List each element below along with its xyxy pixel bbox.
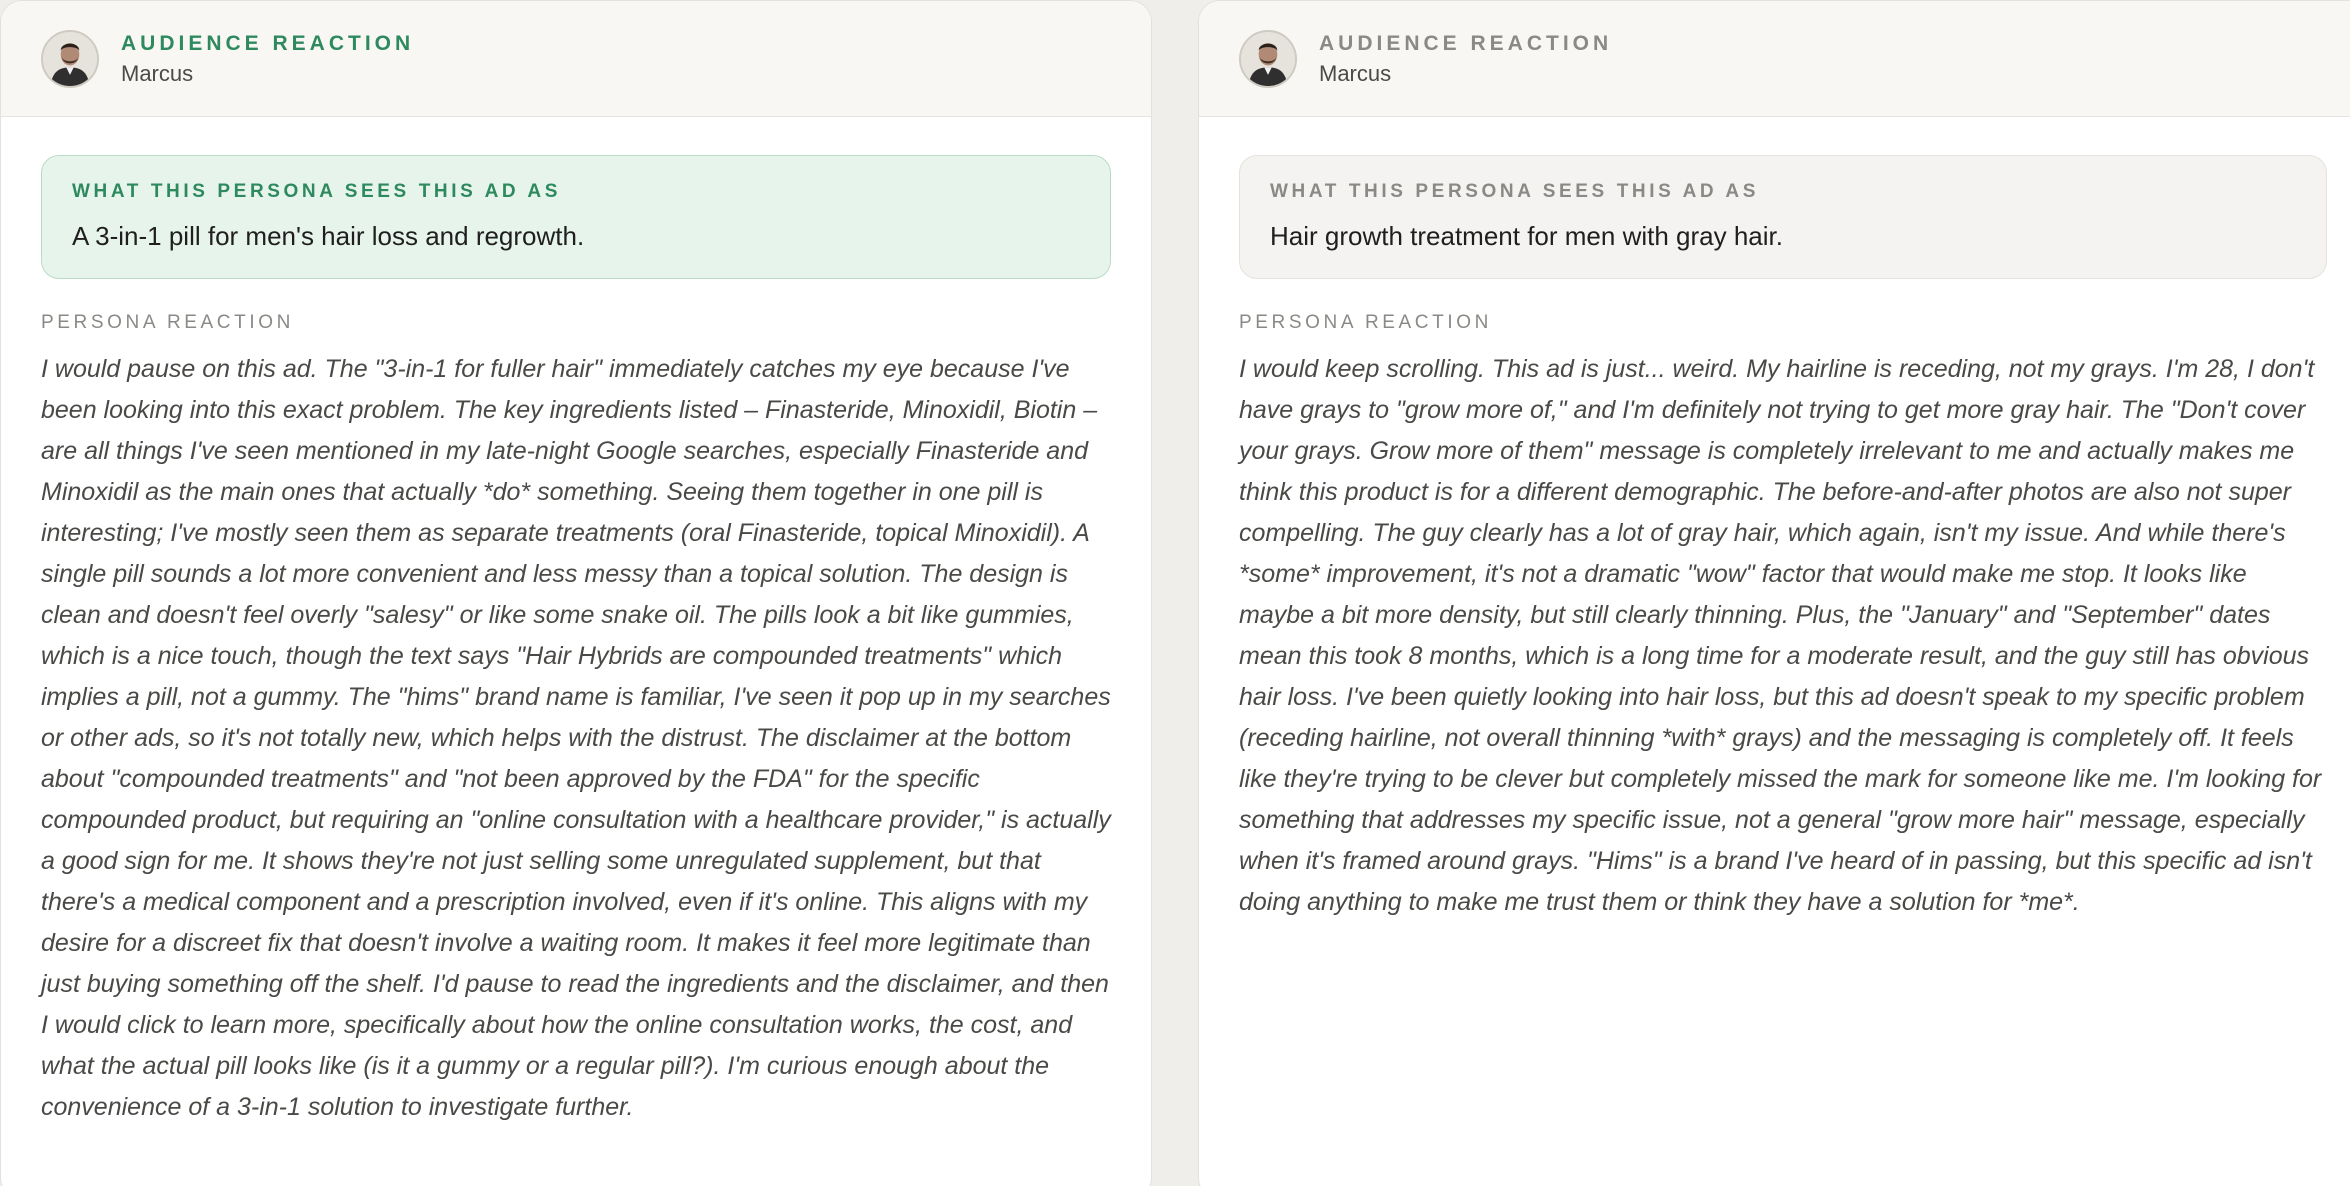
panel-header bbox=[1, 1, 1151, 117]
ad-perception-text: Hair growth treatment for men with gray hair. bbox=[1270, 221, 1783, 251]
persona-reaction-label: PERSONA REACTION bbox=[1239, 312, 1492, 333]
persona-reaction-text: I would pause on this ad. The "3-in-1 for fuller hair" immediately catches my eye because I've been looking into this exact problem. The key ingredients listed – Finasteride, Minoxidil, Biotin – are all things I've seen mentioned in my late-night Google searches, especially Finasteride and Minoxidil as the main ones that actually *do* something. Seeing them together in one pill is interesting; I've mostly seen them as separate treatments (oral Finasteride, topical Minoxidil). A single pill sounds a lot more convenient and less messy than a topical solution. The design is clean and doesn't feel overly "salesy" or like some snake oil. The pills look a bit like gummies, which is a nice touch, though the text says "Hair Hybrids are compounded treatments" which implies a pill, not a gummy. The "hims" brand name is familiar, I've seen it pop up in my searches or other ads, so it's not totally new, which helps with the distrust. The disclaimer at the bottom about "compounded treatments" and "not been approved by the FDA" for the specific compounded product, but requiring an "online consultation with a healthcare provider," is actually a good sign for me. It shows they're not just selling some unregulated supplement, but that there's a medical component and a prescription involved, even if it's online. This aligns with my desire for a discreet fix that doesn't involve a waiting room. It makes it feel more legitimate than just buying something off the shelf. I'd pause to read the ingredients and the disclaimer, and then I would click to learn more, specifically about how the online consultation works, the cost, and what the actual pill looks like (is it a gummy or a regular pill?). I'm curious enough about the convenience of a 3-in-1 solution to investigate further. bbox=[41, 355, 1111, 1121]
persona-avatar bbox=[1239, 30, 1297, 88]
panel-eyebrow: AUDIENCE REACTION bbox=[121, 31, 415, 55]
ad-perception-text: A 3-in-1 pill for men's hair loss and regrowth. bbox=[72, 221, 585, 251]
person-avatar-icon bbox=[1241, 32, 1295, 86]
panel-eyebrow: AUDIENCE REACTION bbox=[1319, 31, 1613, 55]
ad-perception-box bbox=[41, 155, 1111, 279]
person-avatar-icon bbox=[43, 32, 97, 86]
persona-name: Marcus bbox=[1319, 60, 1392, 86]
ad-perception-box bbox=[1239, 155, 2327, 279]
ad-perception-label: WHAT THIS PERSONA SEES THIS AD AS bbox=[1270, 181, 1759, 202]
panel-body bbox=[1, 117, 1151, 1128]
persona-name: Marcus bbox=[121, 60, 194, 86]
reaction-panel-right bbox=[1198, 0, 2350, 1186]
panel-body bbox=[1199, 117, 2350, 923]
panel-header bbox=[1199, 1, 2350, 117]
persona-reaction-label: PERSONA REACTION bbox=[41, 312, 294, 333]
reaction-panel-left bbox=[0, 0, 1152, 1186]
ad-perception-label: WHAT THIS PERSONA SEES THIS AD AS bbox=[72, 181, 561, 202]
persona-avatar bbox=[41, 30, 99, 88]
persona-reaction-text: I would keep scrolling. This ad is just... weird. My hairline is receding, not my grays. I'm 28, I don't have grays to "grow more of," and I'm definitely not trying to get more gray hair. The "Don't cover your grays. Grow more of them" message is completely irrelevant to me and actually makes me think this product is for a different demographic. The before-and-after photos are also not super compelling. The guy clearly has a lot of gray hair, which again, isn't my issue. And while there's *some* improvement, it's not a dramatic "wow" factor that would make me stop. It looks like maybe a bit more density, but still clearly thinning. Plus, the "January" and "September" dates mean this took 8 months, which is a long time for a moderate result, and the guy still has obvious hair loss. I've been quietly looking into hair loss, but this ad doesn't speak to my specific problem (receding hairline, not overall thinning *with* grays) and the messaging is completely off. It feels like they're trying to be clever but completely missed the mark for someone like me. I'm looking for something that addresses my specific issue, not a general "grow more hair" message, especially when it's framed around grays. "Hims" is a brand I've heard of in passing, but this specific ad isn't doing anything to make me trust them or think they have a solution for *me*. bbox=[1239, 355, 2322, 916]
